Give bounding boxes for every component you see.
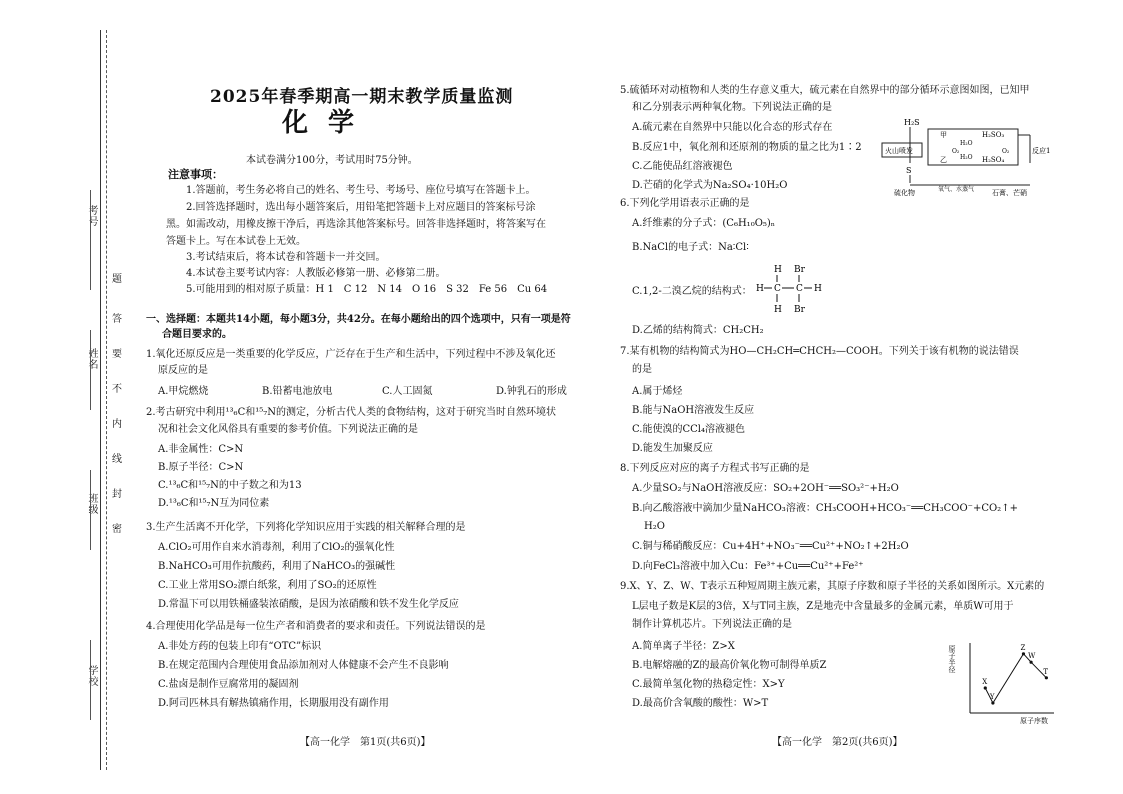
h2o-label: H₂O — [960, 140, 973, 147]
q1-option-b[interactable]: B.铅蓄电池放电 — [262, 386, 333, 397]
q5-option-c[interactable]: C.乙能使品红溶液褪色 — [632, 161, 733, 172]
q5-option-a[interactable]: A.硫元素在自然界中只能以化合态的形式存在 — [632, 122, 833, 133]
seal-char: 答 — [112, 314, 122, 325]
q1-option-a[interactable]: A.甲烷燃烧 — [158, 386, 209, 397]
question-text: 的是 — [632, 364, 652, 375]
q9-option-c[interactable]: C.最简单氢化物的热稳定性：X>Y — [632, 679, 785, 690]
atom-h: H — [814, 284, 822, 294]
graph-point-y — [991, 701, 994, 704]
q9-option-d[interactable]: D.最高价含氧酸的酸性：W>T — [632, 698, 769, 709]
q5-option-b[interactable]: B.反应1中，氧化剂和还原剂的物质的量之比为1∶2 — [632, 142, 862, 153]
question-text: 8.下列反应对应的离子方程式书写正确的是 — [620, 463, 810, 474]
q2-option-b[interactable]: B.原子半径：C>N — [158, 462, 244, 473]
dibromoethane-structure — [752, 262, 832, 320]
notice-line: 4.本试卷主要考试内容：人教版必修第一册、必修第二册。 — [186, 268, 446, 279]
name-label: 姓名 — [86, 348, 97, 370]
q7-option-a[interactable]: A.属于烯烃 — [632, 386, 683, 397]
class-field[interactable] — [90, 470, 91, 550]
q2-option-d[interactable]: D.¹³₆C和¹⁵₇N互为同位素 — [158, 498, 270, 509]
yi-label: 乙 — [940, 156, 947, 164]
section-heading: 一、选择题：本题共14小题，每小题3分，共42分。在每小题给出的四个选项中，只有一项是符 — [146, 314, 571, 325]
q2-option-a[interactable]: A.非金属性：C>N — [158, 444, 244, 455]
q3-option-b[interactable]: B.NaHCO₃可用作抗酸药，利用了NaHCO₃的强碱性 — [158, 561, 396, 572]
atom-c: C — [796, 284, 803, 294]
seal-dotted-line — [106, 30, 107, 770]
graph-point-label: Y — [989, 693, 995, 701]
question-text: 2.考古研究中利用¹³₆C和¹⁵₇N的测定，分析古代人类的食物结构，这对于研究当时自然环境状 — [146, 407, 556, 418]
q3-option-c[interactable]: C.工业上常用SO₂漂白纸浆，利用了SO₂的还原性 — [158, 580, 377, 591]
seal-char: 内 — [112, 419, 122, 430]
q6-option-b[interactable]: B.NaCl的电子式：Na∶Cl∶ — [632, 242, 749, 253]
q8-option-d[interactable]: D.向FeCl₃溶液中加入Cu：Fe³⁺+Cu══Cu²⁺+Fe²⁺ — [632, 561, 864, 572]
notice-heading: 注意事项： — [168, 168, 223, 181]
seal-char: 线 — [112, 454, 122, 465]
exam-no-field[interactable] — [90, 190, 91, 290]
question-text: 1.氧化还原反应是一类重要的化学反应，广泛存在于生产和生活中，下列过程中不涉及氧化还 — [146, 349, 556, 360]
page-footer: 【高一化学 第2页(共6页)】 — [772, 737, 903, 748]
graph-point-z — [1022, 652, 1025, 655]
q4-option-b[interactable]: B.在规定范围内合理使用食品添加剂对人体健康不会产生不良影响 — [158, 660, 449, 671]
subject-title: 化学 — [282, 108, 375, 138]
question-text: 况和社会文化风俗具有重要的参考价值。下列说法正确的是 — [158, 424, 418, 435]
graph-point-label: T — [1043, 667, 1049, 676]
notice-line: 黑。如需改动，用橡皮擦干净后，再选涂其他答案标号。回答非选择题时，将答案写在 — [166, 219, 546, 230]
exam-no-label: 考号 — [86, 205, 97, 227]
q8-option-c[interactable]: C.铜与稀硝酸反应：Cu+4H⁺+NO₃⁻══Cu²⁺+NO₂↑+2H₂O — [632, 541, 909, 552]
o2-label: O₂ — [1002, 148, 1010, 155]
q9-option-b[interactable]: B.电解熔融的Z的最高价氧化物可制得单质Z — [632, 660, 827, 671]
h2so4-label: H₂SO₄ — [982, 156, 1005, 164]
notice-line: 3.考试结束后，将本试卷和答题卡一并交回。 — [186, 252, 386, 263]
q1-option-c[interactable]: C.人工固氮 — [382, 386, 433, 397]
x-axis-label: 原子序数 — [1020, 717, 1048, 725]
jia-label: 甲 — [940, 131, 947, 139]
question-text: 7.某有机物的结构简式为HO—CH₂CH═CHCH₂—COOH。下列关于该有机物的说法错误 — [620, 346, 1019, 357]
o2-label: O₂ — [952, 148, 960, 155]
radius-graph — [950, 635, 1060, 725]
notice-line: 2.回答选择题时，选出每小题答案后，用铅笔把答题卡上对应题目的答案标号涂 — [186, 202, 536, 213]
oxy-water-label: 氧气、水蒸气 — [938, 186, 975, 193]
notice-line: 答题卡上。写在本试卷上无效。 — [166, 236, 306, 247]
q8-option-b-cont: H₂O — [644, 521, 665, 532]
volcano-label: 火山喷发 — [885, 147, 913, 155]
binding-strip — [0, 0, 130, 794]
q4-option-d[interactable]: D.阿司匹林具有解热镇痛作用，长期服用没有副作用 — [158, 698, 389, 709]
atom-br: Br — [794, 305, 805, 315]
graph-point-w — [1029, 661, 1032, 664]
q5-option-d[interactable]: D.芒硝的化学式为Na₂SO₄·10H₂O — [632, 180, 788, 191]
q4-option-c[interactable]: C.盐卤是制作豆腐常用的凝固剂 — [158, 679, 299, 690]
q4-option-a[interactable]: A.非处方药的包装上印有“OTC”标识 — [158, 641, 322, 652]
y-axis-label: 原子半径 — [948, 645, 956, 673]
minerals-label: 石膏、芒硝 — [992, 189, 1027, 197]
q3-option-d[interactable]: D.常温下可以用铁桶盛装浓硝酸，是因为浓硝酸和铁不发生化学反应 — [158, 599, 459, 610]
q7-option-c[interactable]: C.能使溴的CCl₄溶液褪色 — [632, 424, 745, 435]
graph-point-x — [984, 686, 987, 689]
q1-option-d[interactable]: D.钟乳石的形成 — [496, 386, 567, 397]
sulfide-label: 硫化物 — [894, 189, 915, 197]
s-label: S — [906, 166, 912, 175]
q6-option-a[interactable]: A.纤维素的分子式：(C₆H₁₀O₅)ₙ — [632, 218, 776, 229]
graph-point-label: W — [1028, 652, 1036, 661]
seal-char: 题 — [112, 274, 122, 285]
graph-point-label: Z — [1020, 643, 1026, 652]
question-text: 3.生产生活离不开化学，下列将化学知识应用于实践的相关解释合理的是 — [146, 522, 466, 533]
section-heading: 合题目要求的。 — [162, 329, 232, 340]
q9-option-a[interactable]: A.简单离子半径：Z>X — [632, 641, 735, 652]
q7-option-b[interactable]: B.能与NaOH溶液发生反应 — [632, 405, 755, 416]
school-field[interactable] — [90, 640, 91, 720]
q2-option-c[interactable]: C.¹³₆C和¹⁵₇N的中子数之和为13 — [158, 480, 302, 491]
atom-h: H — [774, 265, 782, 275]
q3-option-a[interactable]: A.ClO₂可用作自来水消毒剂，利用了ClO₂的强氧化性 — [158, 542, 395, 553]
h2s-label: H₂S — [904, 118, 920, 127]
seal-char: 密 — [112, 524, 122, 535]
question-text: 制作计算机芯片。下列说法正确的是 — [632, 619, 792, 630]
sulfur-cycle-diagram — [880, 115, 1060, 200]
notice-line: 5.可能用到的相对原子质量：H 1 C 12 N 14 O 16 S 32 Fe 56 Cu 64 — [186, 284, 548, 295]
class-label: 班级 — [86, 493, 97, 515]
q8-option-a[interactable]: A.少量SO₂与NaOH溶液反应：SO₂+2OH⁻══SO₃²⁻+H₂O — [632, 483, 899, 494]
name-field[interactable] — [90, 330, 91, 410]
q7-option-d[interactable]: D.能发生加聚反应 — [632, 443, 713, 454]
school-label: 学校 — [86, 665, 97, 687]
question-text: 4.合理使用化学品是每一位生产者和消费者的要求和责任。下列说法错误的是 — [146, 621, 486, 632]
question-text: L层电子数是K层的3倍，X与T同主族，Z是地壳中含量最多的金属元素，单质W可用于 — [632, 601, 1014, 612]
binding-line — [100, 30, 101, 770]
q6-option-c[interactable]: C.1,2-二溴乙烷的结构式： — [632, 286, 752, 297]
page-title: 2025年春季期高一期末教学质量监测 — [210, 87, 514, 107]
page-footer: 【高一化学 第1页(共6页)】 — [300, 737, 431, 748]
atom-c: C — [774, 284, 781, 294]
seal-char: 要 — [112, 349, 122, 360]
atom-h: H — [756, 284, 764, 294]
reaction1-label: 反应1 — [1032, 147, 1051, 155]
h2so3-label-top: H₂SO₃ — [982, 131, 1005, 139]
question-text: 5.硫循环对动植物和人类的生存意义重大，硫元素在自然界中的部分循环示意图如图，已知甲 — [620, 85, 1030, 96]
q8-option-b[interactable]: B.向乙酸溶液中滴加少量NaHCO₃溶液：CH₃COOH+HCO₃⁻══CH₃COO⁻+CO₂↑+ — [632, 503, 1018, 514]
notice-line: 1.答题前，考生务必将自己的姓名、考生号、考场号、座位号填写在答题卡上。 — [186, 185, 536, 196]
atom-h: H — [774, 305, 782, 315]
graph-point-t — [1045, 676, 1048, 679]
atom-br: Br — [794, 265, 805, 275]
exam-info: 本试卷满分100分，考试用时75分钟。 — [246, 155, 418, 166]
question-text: 和乙分别表示两种氧化物。下列说法正确的是 — [632, 102, 832, 113]
seal-char: 不 — [112, 384, 122, 395]
question-text: 9.X、Y、Z、W、T表示五种短周期主族元素，其原子序数和原子半径的关系如图所示。X元素的 — [620, 581, 1045, 592]
seal-char: 封 — [112, 489, 122, 500]
h2o-label: H₂O — [960, 154, 973, 161]
graph-point-label: X — [982, 678, 988, 686]
q6-option-d[interactable]: D.乙烯的结构简式：CH₂CH₂ — [632, 325, 764, 336]
question-text: 6.下列化学用语表示正确的是 — [620, 198, 750, 209]
question-text: 原反应的是 — [158, 365, 208, 376]
